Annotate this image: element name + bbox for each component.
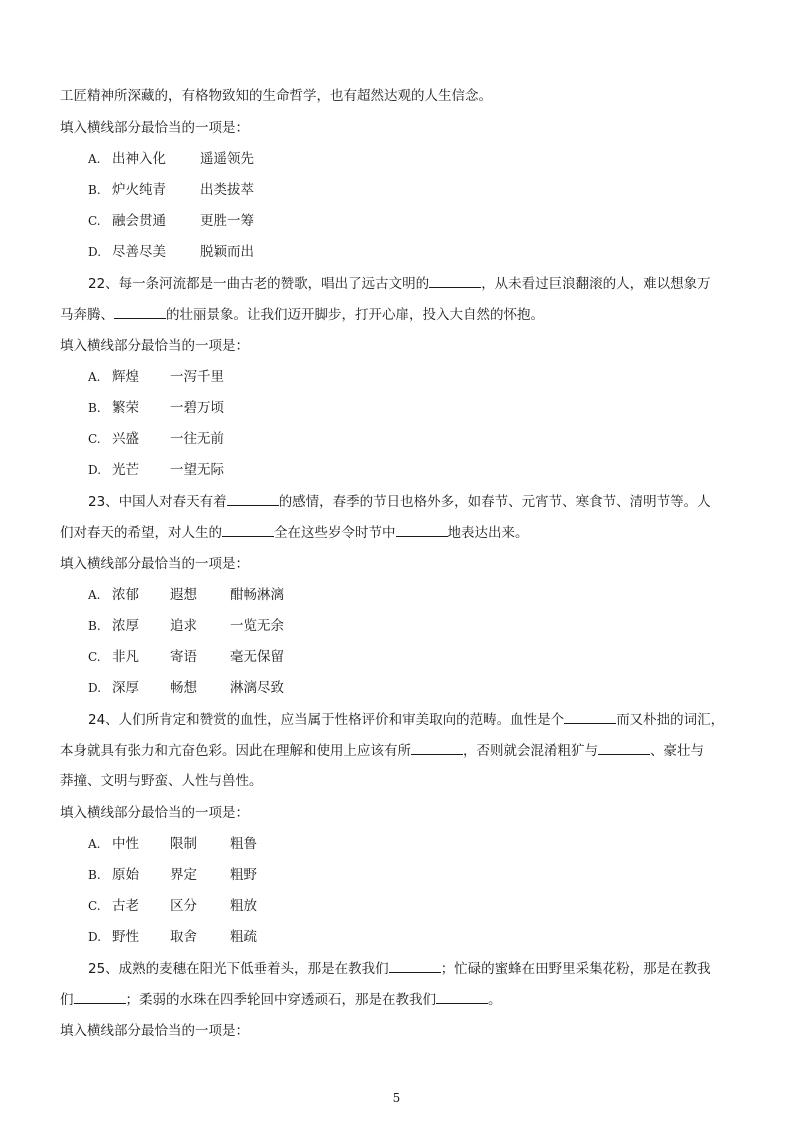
q25-stem-line2: 们 ；柔弱的水珠在四季轮回中穿透顽石，那是在教我们 。 [60, 989, 740, 1010]
blank [74, 989, 126, 1004]
q22-option-c: C. 兴盛 一往无前 [88, 431, 224, 447]
q22-option-d: D. 光芒 一望无际 [88, 462, 224, 478]
q24-option-a: A. 中性 限制 粗鲁 [88, 836, 257, 852]
q24-stem-line3: 莽撞、文明与野蛮、人性与兽性。 [60, 773, 263, 789]
q24-option-c: C. 古老 区分 粗放 [88, 898, 257, 914]
q21-option-d: D. 尽善尽美 脱颖而出 [88, 244, 254, 260]
blank [227, 491, 279, 506]
q23-option-c: C. 非凡 寄语 毫无保留 [88, 649, 284, 665]
blank [389, 958, 441, 973]
q22-stem-line1: 22、每一条河流都是一曲古老的赞歌，唱出了远古文明的 ，从未看过巨浪翻滚的人，难以想象万 [88, 273, 768, 294]
q23-prompt: 填入横线部分最恰当的一项是： [60, 556, 249, 572]
q21-option-b: B. 炉火纯青 出类拔萃 [88, 182, 254, 198]
q21-prompt: 填入横线部分最恰当的一项是： [60, 120, 249, 136]
blank [598, 740, 650, 755]
q24-stem-line2: 本身就具有张力和亢奋色彩。因此在理解和使用上应该有所 ，否则就会混淆粗犷与 、豪壮与 [60, 740, 740, 761]
q22-option-b: B. 繁荣 一碧万顷 [88, 400, 224, 416]
blank [222, 522, 274, 537]
blank [564, 709, 616, 724]
q24-option-d: D. 野性 取舍 粗疏 [88, 929, 257, 945]
blank [436, 989, 488, 1004]
q24-prompt: 填入横线部分最恰当的一项是： [60, 805, 249, 821]
q25-stem-line1: 25、成熟的麦穗在阳光下低垂着头，那是在教我们 ；忙碌的蜜蜂在田野里采集花粉，那是在教我 [88, 958, 768, 979]
q23-stem-line2: 们对春天的希望，对人生的 全在这些岁令时节中 地表达出来。 [60, 522, 740, 543]
blank [396, 522, 448, 537]
blank [114, 304, 166, 319]
q22-option-a: A. 辉煌 一泻千里 [88, 369, 224, 385]
blank [429, 273, 481, 288]
q21-option-c: C. 融会贯通 更胜一筹 [88, 213, 254, 229]
q21-option-a: A. 出神入化 遥遥领先 [88, 151, 254, 167]
q24-option-b: B. 原始 界定 粗野 [88, 867, 257, 883]
page-number: 5 [392, 1091, 401, 1105]
q23-option-a: A. 浓郁 遐想 酣畅淋漓 [88, 587, 284, 603]
q25-prompt: 填入横线部分最恰当的一项是： [60, 1023, 249, 1039]
q23-option-d: D. 深厚 畅想 淋漓尽致 [88, 680, 284, 696]
blank [411, 740, 463, 755]
q24-stem-line1: 24、人们所肯定和赞赏的血性，应当属于性格评价和审美取向的范畴。血性是个 而又朴拙的词汇， [88, 709, 768, 730]
q22-stem-line2: 马奔腾、 的壮丽景象。让我们迈开脚步，打开心扉，投入大自然的怀抱。 [60, 304, 740, 325]
q21-tail: 工匠精神所深藏的，有格物致知的生命哲学，也有超然达观的人生信念。 [60, 88, 492, 104]
q23-stem-line1: 23、中国人对春天有着 的感情，春季的节日也格外多，如春节、元宵节、寒食节、清明节等。人 [88, 491, 768, 512]
q23-option-b: B. 浓厚 追求 一览无余 [88, 618, 284, 634]
q22-prompt: 填入横线部分最恰当的一项是： [60, 338, 249, 354]
